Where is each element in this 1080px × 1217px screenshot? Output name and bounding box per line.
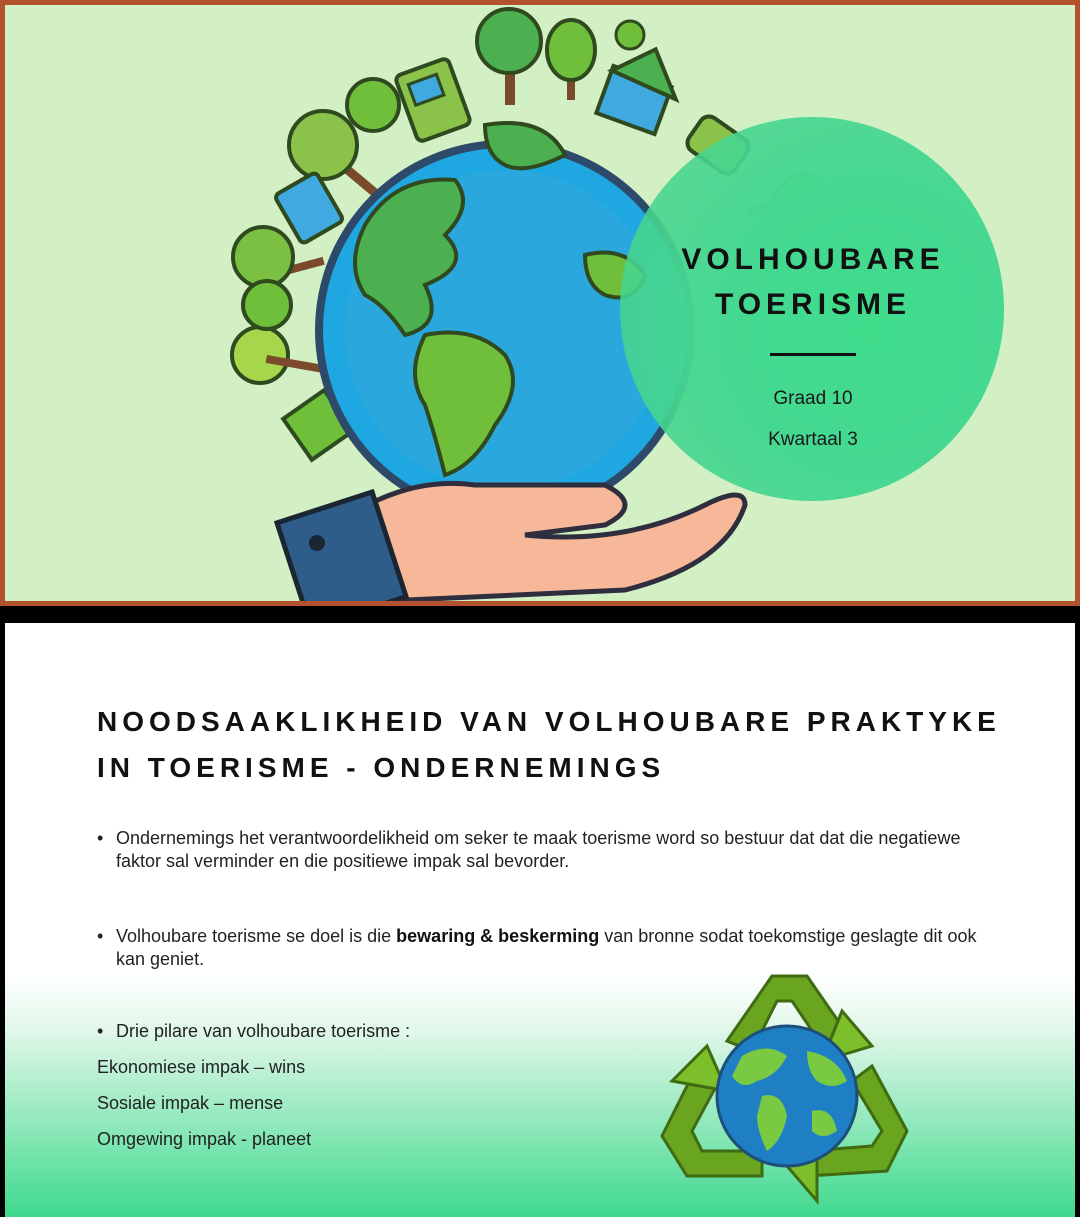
bullet-dot: • <box>97 828 104 848</box>
recycle-globe-icon <box>657 971 917 1211</box>
slide-title-line1: VOLHOUBARE <box>681 243 945 276</box>
bullet-item <box>97 925 997 971</box>
title-slide <box>0 0 1080 606</box>
bullet-text: Drie pilare van volhoubare toerisme : <box>116 1021 411 1041</box>
bullet-text: van bronne sodat toekomstige geslagte dit ook kan geniet. <box>116 926 977 969</box>
bullet-item <box>97 827 997 873</box>
content-slide <box>5 623 1075 1217</box>
bullet-bold-text: bewaring & beskerming <box>396 926 600 946</box>
house-icon <box>596 38 689 134</box>
term-label: Kwartaal 3 <box>768 429 858 450</box>
grade-label: Graad 10 <box>773 388 853 409</box>
heading-line2: IN TOERISME - ONDERNEMINGS <box>97 752 666 783</box>
slide-heading <box>97 699 1001 791</box>
pillar-item: Omgewing impak - planeet <box>97 1129 312 1149</box>
heading-line1: NOODSAAKLIKHEID VAN VOLHOUBARE PRAKTYKE <box>97 706 1001 737</box>
pillar-item: Ekonomiese impak – wins <box>97 1057 306 1077</box>
bullet-text: Volhoubare toerisme se doel is die <box>116 926 397 946</box>
slide-title-line2: TOERISME <box>714 288 912 321</box>
pillar-item: Sosiale impak – mense <box>97 1093 284 1113</box>
charging-station-icon <box>395 58 472 143</box>
hand-icon <box>277 483 745 601</box>
recycle-bin-icon <box>274 172 344 244</box>
title-divider <box>770 353 856 356</box>
bullet-dot: • <box>97 1021 104 1041</box>
bullet-text: Ondernemings het verantwoordelikheid om seker te maak toerisme word so bestuur dat dat die negatiewe faktor sal verminder en die positiewe impak sal bevorder. <box>116 828 961 871</box>
bullet-dot: • <box>97 926 104 946</box>
title-block <box>665 237 961 460</box>
globe-icon <box>717 1026 857 1166</box>
